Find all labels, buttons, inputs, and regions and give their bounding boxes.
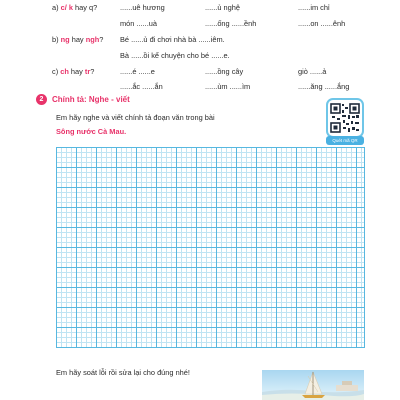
exercise-c-word[interactable]: giò ......ả bbox=[298, 67, 327, 76]
exercise-c-word[interactable]: ......ồng cây bbox=[205, 67, 244, 76]
exercise-a-word[interactable]: ......ống ......ềnh bbox=[205, 19, 257, 28]
qr-caption: Quét mã QR bbox=[326, 136, 364, 145]
review-instruction: Em hãy soát lỗi rồi sửa lại cho đúng nhé! bbox=[56, 368, 190, 377]
exercise-c-word[interactable]: ......é ......e bbox=[120, 67, 155, 76]
passage-title: Sông nước Cà Mau. bbox=[56, 127, 127, 136]
exercise-a-word[interactable]: ......uê hương bbox=[120, 3, 165, 12]
sailboat-photo bbox=[262, 370, 364, 400]
sailboat-icon bbox=[262, 370, 364, 400]
exercise-b-sentence[interactable]: Bà ......ồi kể chuyện cho bé ......e. bbox=[120, 51, 230, 60]
exercise-a-word[interactable]: ......im chỉ bbox=[298, 3, 330, 12]
exercise-b-sentence[interactable]: Bé ......ủ đi chơi nhà bà ......iêm. bbox=[120, 35, 225, 44]
exercise-c-word[interactable]: ......ùm ......ìm bbox=[205, 82, 251, 91]
section-title: Chính tả: Nghe - viết bbox=[52, 95, 130, 104]
exercise-a-prompt: a) c/ k hay q? bbox=[52, 3, 98, 12]
qr-code-pattern bbox=[328, 100, 362, 136]
exercise-a-word[interactable]: ......ủ nghệ bbox=[205, 3, 240, 12]
exercise-c-word[interactable]: ......ắc ......ắn bbox=[120, 82, 163, 91]
exercise-c-word[interactable]: ......ăng ......ắng bbox=[298, 82, 350, 91]
exercise-a-word[interactable]: ......on ......ênh bbox=[298, 19, 346, 28]
exercise-c-prompt: c) ch hay tr? bbox=[52, 67, 95, 76]
section-number-badge: 2 bbox=[36, 94, 47, 105]
dictation-instruction: Em hãy nghe và viết chính tả đoạn văn trong bài bbox=[56, 113, 215, 122]
exercise-b-prompt: b) ng hay ngh? bbox=[52, 35, 104, 44]
qr-code-icon[interactable] bbox=[326, 98, 364, 138]
writing-grid[interactable] bbox=[56, 147, 365, 348]
exercise-a-word[interactable]: món ......uà bbox=[120, 19, 157, 28]
